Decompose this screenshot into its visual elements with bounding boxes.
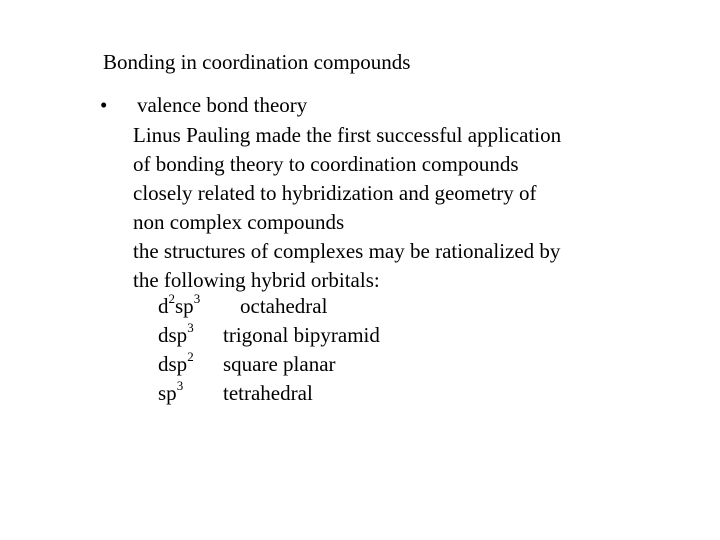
bullet-heading: valence bond theory (137, 93, 308, 117)
orbital-row (158, 379, 380, 408)
orbital-row (158, 321, 380, 350)
orbital-base: d (158, 294, 169, 318)
body-line: non complex compounds (133, 210, 345, 234)
orbital-superscript: 2 (168, 291, 175, 306)
orbital-superscript: 3 (187, 320, 194, 335)
orbital-geometry: square planar (223, 352, 336, 376)
orbital-geometry: octahedral (240, 294, 328, 318)
body-line: of bonding theory to coordination compounds (133, 152, 519, 176)
orbital-base: dsp (158, 323, 188, 347)
orbital-list (158, 292, 380, 408)
orbital-name (158, 379, 223, 408)
orbital-superscript: 3 (176, 378, 184, 393)
body-line: Linus Pauling made the first successful application (133, 123, 562, 147)
body-line: the following hybrid orbitals: (133, 268, 380, 292)
orbital-row (158, 292, 380, 321)
bullet-heading-row (100, 92, 307, 118)
body-text (133, 121, 561, 295)
orbital-name (158, 321, 223, 350)
orbital-superscript: 2 (187, 349, 194, 364)
orbital-row (158, 350, 380, 379)
body-line: the structures of complexes may be rationalized by (133, 239, 561, 263)
orbital-geometry: tetrahedral (223, 381, 313, 405)
body-line: closely related to hybridization and geometry of (133, 181, 537, 205)
slide-title: Bonding in coordination compounds (103, 50, 411, 74)
orbital-name (158, 350, 223, 379)
orbital-geometry: trigonal bipyramid (223, 323, 380, 347)
bullet-icon: • (100, 93, 108, 117)
orbital-base: sp (175, 294, 194, 318)
orbital-base: dsp (158, 352, 188, 376)
orbital-name (158, 292, 240, 321)
orbital-superscript: 3 (193, 291, 201, 306)
orbital-base: sp (158, 381, 177, 405)
